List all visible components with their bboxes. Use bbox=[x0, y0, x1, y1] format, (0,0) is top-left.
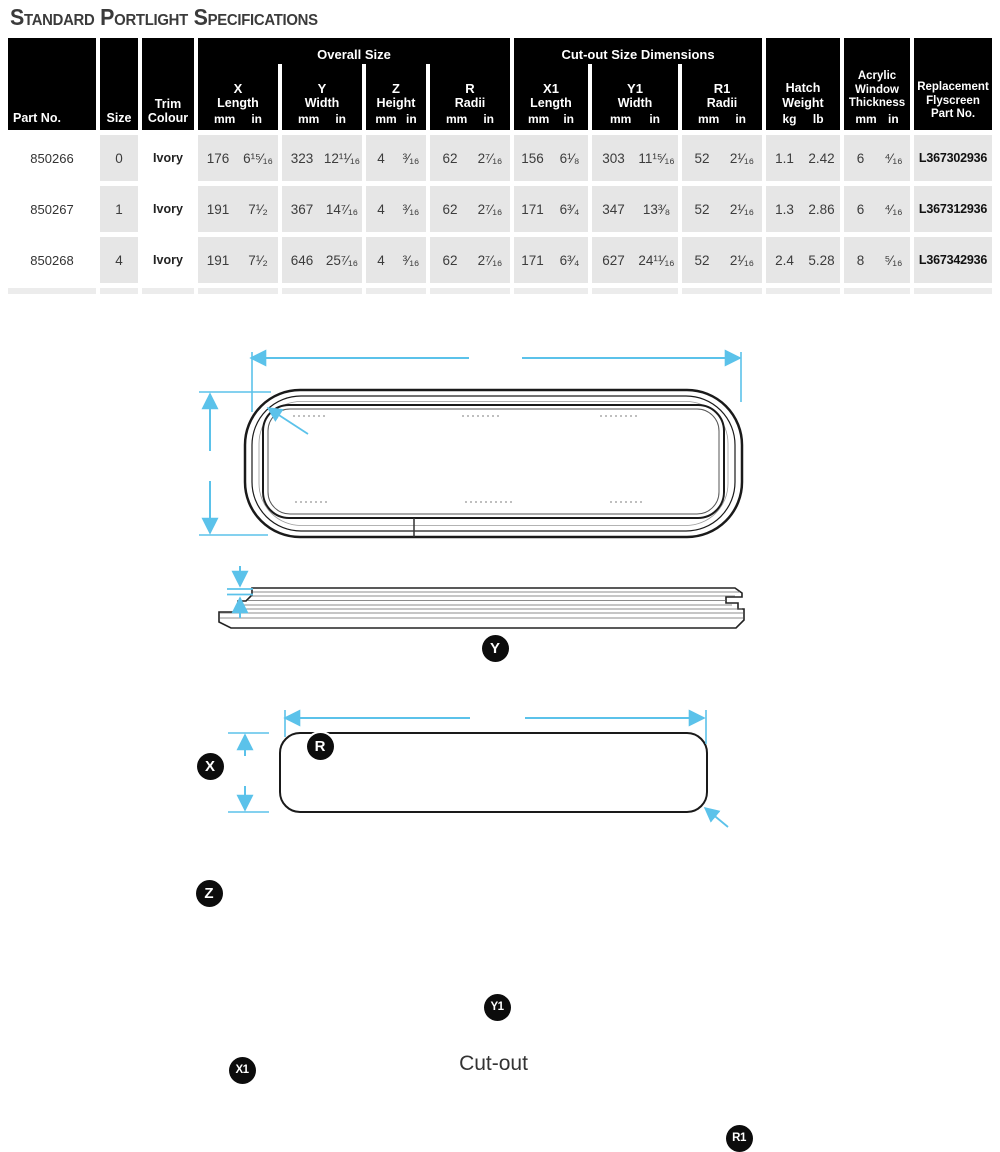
unit-mm: mm bbox=[213, 111, 236, 126]
dim-code: R1 bbox=[713, 80, 731, 96]
cell-hatch-weight bbox=[766, 237, 840, 283]
table-bottom-strip bbox=[198, 288, 278, 294]
cell-hatch-weight bbox=[766, 135, 840, 181]
column-header-x-length bbox=[198, 64, 278, 130]
unit-in: in bbox=[483, 111, 494, 126]
unit-mm: mm bbox=[297, 111, 320, 126]
mm-value: 4 bbox=[377, 150, 385, 166]
mm-value: 62 bbox=[442, 150, 458, 166]
column-header-y-width bbox=[282, 64, 362, 130]
cell-y1-width bbox=[592, 186, 678, 232]
dim-code: X bbox=[233, 80, 243, 96]
unit-mm: mm bbox=[527, 111, 550, 126]
cell-y-width bbox=[282, 186, 362, 232]
dim-label-y: Y bbox=[482, 635, 509, 662]
column-header-size: Size bbox=[100, 38, 138, 130]
cell-y1-width bbox=[592, 237, 678, 283]
column-header-acrylic-thickness bbox=[844, 38, 910, 130]
in-value: 6¹⁵⁄₁₆ bbox=[243, 150, 273, 166]
dim-code: Y1 bbox=[627, 80, 643, 96]
table-bottom-strip bbox=[682, 288, 762, 294]
in-value: ⁴⁄₁₆ bbox=[884, 150, 903, 166]
table-bottom-strip bbox=[142, 288, 194, 294]
cell-flyscreen-part-no: L367342936 bbox=[914, 237, 992, 283]
cell-r1-radii bbox=[682, 237, 762, 283]
mm-value: 191 bbox=[206, 201, 230, 217]
dim-label-z: Z bbox=[196, 880, 223, 907]
in-value: 6³⁄₄ bbox=[559, 201, 580, 217]
dim-name: Length bbox=[530, 96, 572, 111]
in-value: ⁵⁄₁₆ bbox=[884, 252, 903, 268]
in-value: 14⁷⁄₁₆ bbox=[325, 201, 359, 217]
replacement-line-2: Flyscreen bbox=[926, 94, 980, 107]
acrylic-line-3: Thickness bbox=[848, 97, 906, 110]
table-bottom-strip bbox=[282, 288, 362, 294]
lb-value: 2.42 bbox=[808, 150, 835, 166]
table-bottom-strip bbox=[914, 288, 992, 294]
cell-x1-length bbox=[514, 186, 588, 232]
kg-value: 1.1 bbox=[775, 150, 794, 166]
dim-code: Y bbox=[317, 80, 327, 96]
cell-y-width bbox=[282, 237, 362, 283]
group-header-overall-size: Overall Size bbox=[198, 38, 510, 64]
cell-flyscreen-part-no: L367312936 bbox=[914, 186, 992, 232]
hatch-line-1: Hatch bbox=[785, 81, 821, 96]
mm-value: 171 bbox=[521, 252, 544, 268]
mm-value: 52 bbox=[694, 150, 710, 166]
cell-y1-width bbox=[592, 135, 678, 181]
dim-code: R bbox=[465, 80, 475, 96]
mm-value: 323 bbox=[290, 150, 314, 166]
cell-r-radii bbox=[430, 186, 510, 232]
cell-trim-colour: Ivory bbox=[142, 135, 194, 181]
mm-value: 8 bbox=[856, 252, 865, 268]
in-value: 2⁷⁄₁₆ bbox=[477, 252, 503, 268]
unit-in: in bbox=[335, 111, 346, 126]
mm-value: 646 bbox=[290, 252, 314, 268]
cell-size: 0 bbox=[100, 135, 138, 181]
column-header-z-height bbox=[366, 64, 426, 130]
in-value: ³⁄₁₆ bbox=[402, 150, 420, 166]
trim-line-1: Trim bbox=[154, 96, 182, 111]
in-value: 2¹⁄₁₆ bbox=[729, 201, 755, 217]
mm-value: 6 bbox=[856, 201, 865, 217]
acrylic-line-1: Acrylic bbox=[857, 70, 897, 83]
cell-acrylic-thickness bbox=[844, 135, 910, 181]
in-value: 2⁷⁄₁₆ bbox=[477, 201, 503, 217]
cutout-label: Cut-out bbox=[459, 1052, 528, 1075]
unit-mm: mm bbox=[697, 111, 720, 126]
in-value: 2¹⁄₁₆ bbox=[729, 150, 755, 166]
dim-label-r: R bbox=[307, 733, 334, 760]
mm-value: 4 bbox=[377, 252, 385, 268]
dim-name: Length bbox=[217, 96, 259, 111]
dim-label-x1: X1 bbox=[229, 1057, 256, 1084]
table-bottom-strip bbox=[844, 288, 910, 294]
spec-table bbox=[8, 38, 992, 294]
in-value: ³⁄₁₆ bbox=[402, 201, 420, 217]
unit-in: in bbox=[888, 111, 899, 126]
portlight-profile-view bbox=[219, 588, 744, 628]
column-header-x1-length bbox=[514, 64, 588, 130]
table-bottom-strip bbox=[366, 288, 426, 294]
cell-z-height bbox=[366, 186, 426, 232]
cell-r-radii bbox=[430, 135, 510, 181]
column-header-replacement-flyscreen bbox=[914, 38, 992, 130]
mm-value: 52 bbox=[694, 252, 710, 268]
unit-mm: mm bbox=[609, 111, 632, 126]
cell-trim-colour: Ivory bbox=[142, 237, 194, 283]
replacement-line-1: Replacement bbox=[917, 81, 989, 94]
cell-part-no: 850268 bbox=[8, 237, 96, 283]
dim-name: Width bbox=[304, 96, 340, 111]
in-value: 12¹¹⁄₁₆ bbox=[323, 150, 361, 166]
hatch-line-2: Weight bbox=[782, 96, 824, 111]
table-bottom-strip bbox=[430, 288, 510, 294]
page-title: Standard Portlight Specifications bbox=[10, 4, 318, 30]
portlight-front-view bbox=[245, 390, 742, 537]
unit-in: in bbox=[406, 111, 417, 126]
unit-in: in bbox=[251, 111, 262, 126]
dim-label-x: X bbox=[197, 753, 224, 780]
table-bottom-strip bbox=[592, 288, 678, 294]
in-value: 7¹⁄₂ bbox=[248, 201, 268, 217]
table-bottom-strip bbox=[100, 288, 138, 294]
cell-trim-colour: Ivory bbox=[142, 186, 194, 232]
unit-in: in bbox=[563, 111, 574, 126]
kg-value: 2.4 bbox=[775, 252, 794, 268]
cell-size: 4 bbox=[100, 237, 138, 283]
mm-value: 62 bbox=[442, 252, 458, 268]
column-header-part-no: Part No. bbox=[8, 38, 96, 130]
cell-x-length bbox=[198, 186, 278, 232]
kg-value: 1.3 bbox=[775, 201, 794, 217]
lb-value: 5.28 bbox=[808, 252, 835, 268]
group-header-cutout-size: Cut-out Size Dimensions bbox=[514, 38, 762, 64]
mm-value: 627 bbox=[602, 252, 625, 268]
dim-label-r1: R1 bbox=[726, 1125, 753, 1152]
unit-in: in bbox=[735, 111, 746, 126]
in-value: 6¹⁄₈ bbox=[559, 150, 580, 166]
replacement-line-3: Part No. bbox=[930, 108, 976, 121]
unit-mm: mm bbox=[375, 111, 397, 126]
column-header-y1-width bbox=[592, 64, 678, 130]
dim-code: X1 bbox=[543, 80, 559, 96]
cutout-drawing bbox=[280, 733, 707, 812]
in-value: 13³⁄₈ bbox=[642, 201, 671, 217]
in-value: 6³⁄₄ bbox=[559, 252, 580, 268]
mm-value: 62 bbox=[442, 201, 458, 217]
cell-acrylic-thickness bbox=[844, 237, 910, 283]
mm-value: 176 bbox=[206, 150, 230, 166]
unit-in: in bbox=[649, 111, 660, 126]
unit-lb: lb bbox=[812, 111, 824, 126]
cell-x-length bbox=[198, 135, 278, 181]
cell-hatch-weight bbox=[766, 186, 840, 232]
in-value: 2⁷⁄₁₆ bbox=[477, 150, 503, 166]
cell-x1-length bbox=[514, 135, 588, 181]
cell-part-no: 850267 bbox=[8, 186, 96, 232]
dim-name: Radii bbox=[706, 96, 738, 111]
cell-x1-length bbox=[514, 237, 588, 283]
table-bottom-strip bbox=[766, 288, 840, 294]
cell-r1-radii bbox=[682, 186, 762, 232]
column-header-r-radii bbox=[430, 64, 510, 130]
mm-value: 171 bbox=[521, 201, 544, 217]
dim-code: Z bbox=[392, 80, 400, 96]
cell-z-height bbox=[366, 135, 426, 181]
mm-value: 347 bbox=[602, 201, 625, 217]
in-value: ³⁄₁₆ bbox=[402, 252, 420, 268]
mm-value: 156 bbox=[521, 150, 544, 166]
dim-label-y1: Y1 bbox=[484, 994, 511, 1021]
column-header-r1-radii bbox=[682, 64, 762, 130]
in-value: 2¹⁄₁₆ bbox=[729, 252, 755, 268]
cell-acrylic-thickness bbox=[844, 186, 910, 232]
mm-value: 52 bbox=[694, 201, 710, 217]
mm-value: 6 bbox=[856, 150, 865, 166]
table-bottom-strip bbox=[514, 288, 588, 294]
in-value: 7¹⁄₂ bbox=[248, 252, 268, 268]
cell-y-width bbox=[282, 135, 362, 181]
technical-diagrams bbox=[0, 300, 1000, 1144]
dim-name: Height bbox=[376, 96, 416, 111]
unit-mm: mm bbox=[445, 111, 468, 126]
cell-size: 1 bbox=[100, 186, 138, 232]
cell-part-no: 850266 bbox=[8, 135, 96, 181]
in-value: 24¹¹⁄₁₆ bbox=[638, 252, 675, 268]
cell-flyscreen-part-no: L367302936 bbox=[914, 135, 992, 181]
table-bottom-strip bbox=[8, 288, 96, 294]
mm-value: 303 bbox=[602, 150, 625, 166]
column-header-trim-colour bbox=[142, 38, 194, 130]
unit-kg: kg bbox=[782, 111, 797, 126]
cell-z-height bbox=[366, 237, 426, 283]
dim-name: Radii bbox=[454, 96, 486, 111]
in-value: 11¹⁵⁄₁₆ bbox=[638, 150, 675, 166]
mm-value: 191 bbox=[206, 252, 230, 268]
trim-line-2: Colour bbox=[147, 111, 189, 126]
cell-r-radii bbox=[430, 237, 510, 283]
in-value: ⁴⁄₁₆ bbox=[884, 201, 903, 217]
in-value: 25⁷⁄₁₆ bbox=[325, 252, 359, 268]
lb-value: 2.86 bbox=[808, 201, 835, 217]
cell-x-length bbox=[198, 237, 278, 283]
mm-value: 367 bbox=[290, 201, 314, 217]
column-header-hatch-weight bbox=[766, 38, 840, 130]
cell-r1-radii bbox=[682, 135, 762, 181]
unit-mm: mm bbox=[855, 111, 877, 126]
acrylic-line-2: Window bbox=[855, 83, 899, 96]
dim-name: Width bbox=[617, 96, 653, 111]
mm-value: 4 bbox=[377, 201, 385, 217]
